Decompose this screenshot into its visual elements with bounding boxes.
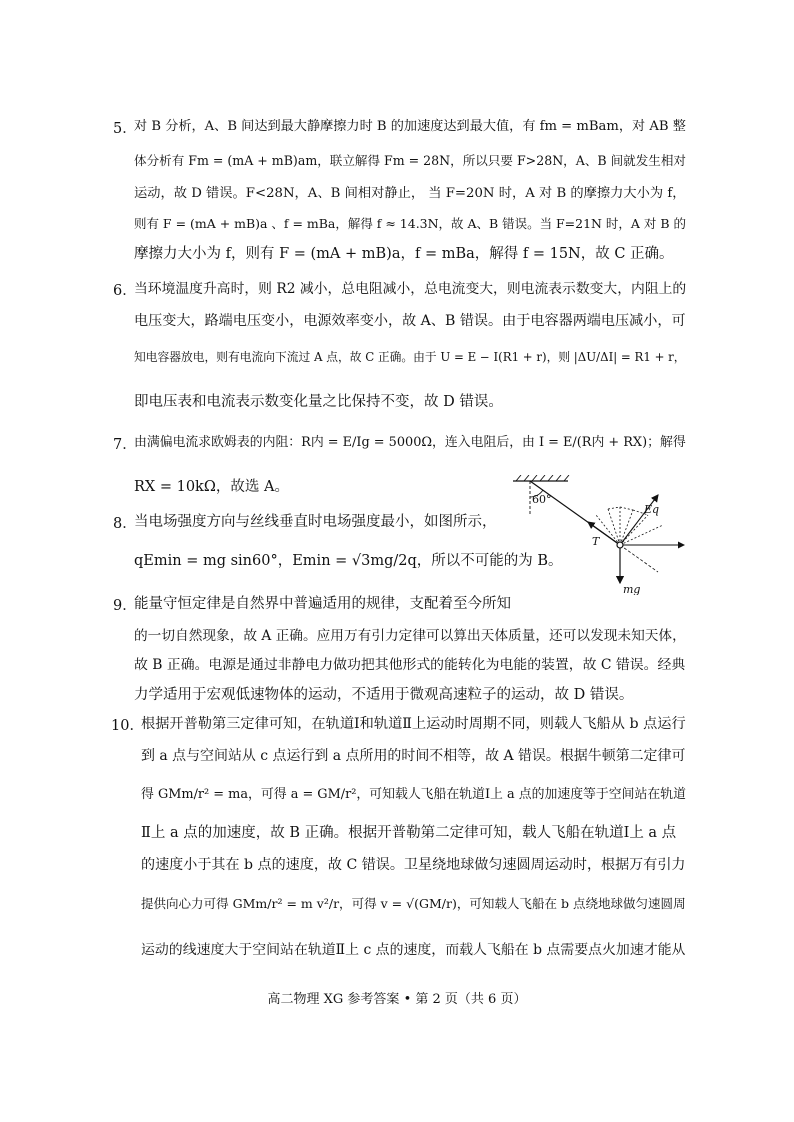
question-number: 9． — [113, 598, 137, 614]
answer-line: 即电压表和电流表示数变化量之比保持不变，故 D 错误。 — [134, 394, 503, 410]
eq-force-label: Eq — [644, 503, 660, 516]
answer-line: 能量守恒定律是自然界中普遍适用的规律，支配着至今所知 — [134, 596, 511, 612]
answer-line: 知电容器放电，则有电流向下流过 A 点，故 C 正确。由于 U = E − I(R1 + r)，则 |ΔU/ΔI| = R1 + r， — [134, 350, 686, 364]
question-number: 6． — [113, 283, 137, 299]
angle-label: 60° — [532, 493, 552, 506]
answer-line: 运动，故 D 错误。F<28N，A、B 间相对静止， 当 F=20N 时，A 对 B 的摩擦力大小为 f， — [134, 186, 686, 201]
answer-line: qEmin = mg sin60°，Emin = √3mg/2q，所以不可能的为 B。 — [134, 553, 563, 569]
answer-line: 体分析有 Fm = (mA + mB)am，联立解得 Fm = 28N，所以只要 F>28N，A、B 间就发生相对 — [134, 153, 686, 168]
answer-line: 力学适用于宏观低速物体的运动，不适用于微观高速粒子的运动，故 D 错误。 — [134, 687, 634, 703]
charged-ball — [617, 542, 623, 548]
answer-line: 由满偏电流求欧姆表的内阻：R内 = E/Ig = 5000Ω，连入电阻后，由 I = E/(R内 + RX)；解得 — [134, 435, 686, 450]
answer-line: 摩擦力大小为 f，则有 F = (mA + mB)a，f = mBa，解得 f = 15N，故 C 正确。 — [134, 246, 674, 262]
answer-line: 当电场强度方向与丝线垂直时电场强度最小，如图所示， — [134, 514, 497, 530]
question-number: 5． — [113, 121, 137, 137]
answer-line: 运动的线速度大于空间站在轨道Ⅱ上 c 点的速度，而载人飞船在 b 点需要点火加速才能从 — [141, 942, 686, 958]
answer-line: 根据开普勒第三定律可知，在轨道Ⅰ和轨道Ⅱ上运动时周期不同，则载人飞船从 b 点运行 — [141, 716, 686, 732]
question-number: 8． — [113, 516, 137, 532]
answer-line: 则有 F = (mA + mB)a 、f = mBa，解得 f ≈ 14.3N，故 A、B 错误。当 F=21N 时，A 对 B 的 — [134, 216, 686, 231]
string-extension-dashed — [620, 545, 658, 572]
answer-line: 的速度小于其在 b 点的速度，故 C 错误。卫星绕地球做匀速圆周运动时，根据万有引力 — [141, 857, 686, 873]
answer-line: 的一切自然现象，故 A 正确。应用万有引力定律可以算出天体质量，还可以发现未知天体， — [134, 628, 686, 644]
answer-line: 提供向心力可得 GMm/r² = m v²/r，可得 v = √(GM/r)，可知载人飞船在 b 点绕地球做匀速圆周 — [141, 896, 686, 911]
question-number: 10． — [111, 718, 144, 734]
answer-line: 故 B 正确。电源是通过非静电力做功把其他形式的能转化为电能的装置，故 C 错误。经典 — [134, 657, 686, 673]
answer-line: 到 a 点与空间站从 c 点运行到 a 点所用的时间不相等，故 A 错误。根据牛顿第二定律可 — [141, 748, 686, 764]
answer-line: 当环境温度升高时，则 R2 减小，总电阻减小，总电流变大，则电流表示数变大，内阻上的 — [134, 281, 687, 297]
answer-line: RX = 10kΩ，故选 A。 — [134, 479, 289, 495]
tension-label: T — [592, 535, 600, 548]
gravity-label: mg — [623, 583, 641, 595]
answer-line: Ⅱ上 a 点的加速度，故 B 正确。根据开普勒第二定律可知，载人飞船在轨道Ⅰ上 a 点 — [141, 825, 677, 841]
answer-line: 对 B 分析，A、B 间达到最大静摩擦力时 B 的加速度达到最大值，有 fm = mBam，对 AB 整 — [134, 119, 686, 134]
answer-line: 电压变大，路端电压变小，电源效率变小，故 A、B 错误。由于电容器两端电压减小，可 — [134, 313, 686, 329]
answer-line: 得 GMm/r² = ma，可得 a = GM/r²，可知载人飞船在轨道Ⅰ上 a 点的加速度等于空间站在轨道 — [141, 787, 686, 802]
page-footer: 高二物理 XG 参考答案 • 第 2 页（共 6 页） — [267, 992, 527, 1007]
force-diagram — [508, 475, 698, 595]
ceiling-hatch — [516, 475, 569, 481]
question-number: 7． — [113, 437, 137, 453]
field-direction-fan — [596, 507, 683, 545]
